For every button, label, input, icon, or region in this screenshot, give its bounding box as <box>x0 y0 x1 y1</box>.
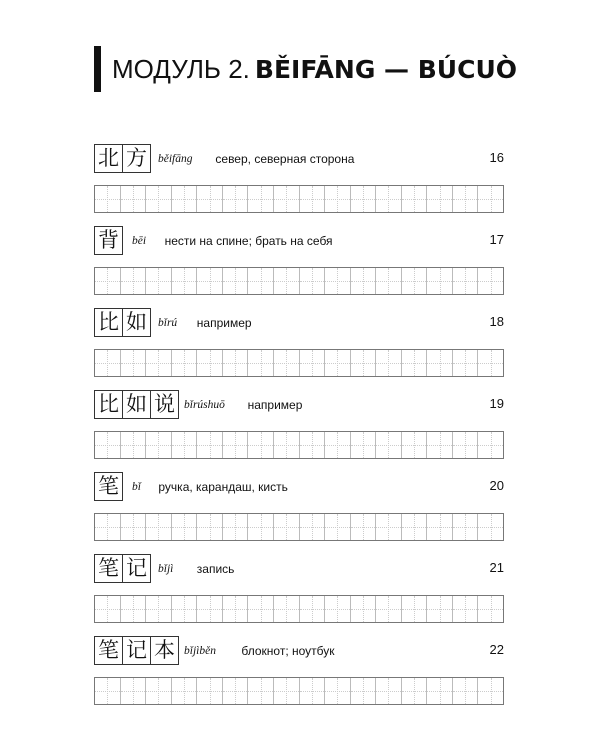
writing-practice-grid <box>94 267 504 295</box>
practice-cell <box>300 596 326 622</box>
practice-cell <box>376 350 402 376</box>
practice-cell <box>478 514 503 540</box>
practice-cell <box>274 432 300 458</box>
practice-cell <box>248 432 274 458</box>
practice-cell <box>351 432 377 458</box>
practice-cell <box>248 596 274 622</box>
writing-practice-grid <box>94 185 504 213</box>
practice-cell <box>223 514 249 540</box>
practice-cell <box>121 596 147 622</box>
practice-cell <box>453 678 479 704</box>
entry-number: 20 <box>489 478 504 493</box>
practice-cell <box>376 268 402 294</box>
practice-cell <box>197 678 223 704</box>
translation: запись <box>196 562 235 576</box>
practice-cell <box>376 514 402 540</box>
practice-cell <box>274 514 300 540</box>
practice-cell <box>325 268 351 294</box>
hanzi-char: 方 <box>122 144 151 173</box>
practice-cell <box>478 596 503 622</box>
practice-cell <box>146 678 172 704</box>
translation: блокнот; ноутбук <box>241 644 335 658</box>
entry-number: 16 <box>489 150 504 165</box>
practice-cell <box>453 432 479 458</box>
practice-cell <box>248 268 274 294</box>
pinyin: bǐ <box>132 481 141 493</box>
practice-cell <box>402 596 428 622</box>
practice-cell <box>402 514 428 540</box>
practice-cell <box>121 186 147 212</box>
vocab-entry <box>94 308 504 368</box>
practice-cell <box>351 514 377 540</box>
practice-cell <box>300 514 326 540</box>
practice-cell <box>402 186 428 212</box>
hanzi-char: 如 <box>122 390 151 419</box>
hanzi-box <box>94 308 150 337</box>
practice-cell <box>402 678 428 704</box>
writing-practice-grid <box>94 431 504 459</box>
practice-cell <box>172 268 198 294</box>
practice-cell <box>325 596 351 622</box>
practice-cell <box>172 514 198 540</box>
practice-cell <box>325 432 351 458</box>
vocab-entry <box>94 226 504 286</box>
practice-cell <box>325 186 351 212</box>
practice-cell <box>351 186 377 212</box>
practice-cell <box>172 432 198 458</box>
practice-cell <box>274 596 300 622</box>
practice-cell <box>453 514 479 540</box>
practice-cell <box>274 350 300 376</box>
practice-cell <box>172 350 198 376</box>
practice-cell <box>325 514 351 540</box>
practice-cell <box>146 186 172 212</box>
practice-cell <box>402 350 428 376</box>
pinyin: bǐjì <box>158 563 174 575</box>
writing-practice-grid <box>94 595 504 623</box>
hanzi-box <box>94 390 178 419</box>
practice-cell <box>121 678 147 704</box>
practice-cell <box>274 186 300 212</box>
translation: например <box>247 398 303 412</box>
practice-cell <box>223 678 249 704</box>
vocab-entry <box>94 636 504 696</box>
writing-practice-grid <box>94 513 504 541</box>
practice-cell <box>121 268 147 294</box>
practice-cell <box>351 350 377 376</box>
practice-cell <box>300 268 326 294</box>
practice-cell <box>121 350 147 376</box>
practice-cell <box>427 350 453 376</box>
practice-cell <box>223 432 249 458</box>
writing-practice-grid <box>94 677 504 705</box>
practice-cell <box>351 268 377 294</box>
practice-cell <box>300 350 326 376</box>
practice-cell <box>376 432 402 458</box>
practice-cell <box>300 678 326 704</box>
practice-cell <box>95 268 121 294</box>
practice-cell <box>351 678 377 704</box>
practice-cell <box>274 268 300 294</box>
practice-cell <box>95 186 121 212</box>
vocab-entry <box>94 144 504 204</box>
practice-cell <box>146 268 172 294</box>
vocab-entry <box>94 554 504 614</box>
hanzi-box <box>94 144 150 173</box>
practice-cell <box>248 350 274 376</box>
translation: нести на спине; брать на себя <box>164 234 333 248</box>
practice-cell <box>248 514 274 540</box>
practice-cell <box>197 350 223 376</box>
hanzi-char: 如 <box>122 308 151 337</box>
hanzi-box <box>94 226 122 255</box>
practice-cell <box>95 678 121 704</box>
practice-cell <box>402 268 428 294</box>
entry-number: 17 <box>489 232 504 247</box>
practice-cell <box>146 432 172 458</box>
practice-cell <box>453 596 479 622</box>
practice-cell <box>427 514 453 540</box>
practice-cell <box>427 186 453 212</box>
pinyin: bēi <box>132 235 147 247</box>
hanzi-char: 笔 <box>94 554 123 583</box>
vocab-entry <box>94 472 504 532</box>
practice-cell <box>427 432 453 458</box>
hanzi-char: 比 <box>94 390 123 419</box>
practice-cell <box>197 268 223 294</box>
practice-cell <box>274 678 300 704</box>
pinyin: bǐrú <box>158 317 178 329</box>
hanzi-char: 说 <box>150 390 179 419</box>
practice-cell <box>402 432 428 458</box>
practice-cell <box>325 350 351 376</box>
practice-cell <box>197 432 223 458</box>
practice-cell <box>248 678 274 704</box>
hanzi-box <box>94 472 122 501</box>
vocab-entry <box>94 390 504 450</box>
translation: например <box>196 316 252 330</box>
practice-cell <box>478 432 503 458</box>
pinyin: bǐrúshuō <box>184 399 225 411</box>
entry-number: 21 <box>489 560 504 575</box>
practice-cell <box>453 350 479 376</box>
practice-cell <box>223 350 249 376</box>
module-label: МОДУЛЬ 2. <box>112 54 250 84</box>
practice-cell <box>427 596 453 622</box>
practice-cell <box>376 678 402 704</box>
practice-cell <box>121 514 147 540</box>
practice-cell <box>172 678 198 704</box>
pinyin: běifāng <box>158 153 193 165</box>
practice-cell <box>95 350 121 376</box>
practice-cell <box>95 596 121 622</box>
page-title <box>112 54 517 85</box>
writing-practice-grid <box>94 349 504 377</box>
practice-cell <box>95 432 121 458</box>
practice-cell <box>427 268 453 294</box>
practice-cell <box>95 514 121 540</box>
practice-cell <box>248 186 274 212</box>
practice-cell <box>453 186 479 212</box>
hanzi-box <box>94 554 150 583</box>
entry-number: 22 <box>489 642 504 657</box>
hanzi-char: 记 <box>122 554 151 583</box>
practice-cell <box>376 186 402 212</box>
practice-cell <box>197 514 223 540</box>
hanzi-char: 比 <box>94 308 123 337</box>
practice-cell <box>223 186 249 212</box>
practice-cell <box>478 186 503 212</box>
practice-cell <box>351 596 377 622</box>
hanzi-box <box>94 636 178 665</box>
practice-cell <box>197 186 223 212</box>
practice-cell <box>146 514 172 540</box>
hanzi-char: 笔 <box>94 636 123 665</box>
practice-cell <box>121 432 147 458</box>
practice-cell <box>172 596 198 622</box>
practice-cell <box>478 350 503 376</box>
hanzi-char: 记 <box>122 636 151 665</box>
practice-cell <box>223 596 249 622</box>
practice-cell <box>478 678 503 704</box>
translation: север, северная сторона <box>215 152 355 166</box>
practice-cell <box>300 432 326 458</box>
hanzi-char: 本 <box>150 636 179 665</box>
hanzi-char: 笔 <box>94 472 123 501</box>
entry-number: 18 <box>489 314 504 329</box>
practice-cell <box>453 268 479 294</box>
practice-cell <box>478 268 503 294</box>
practice-cell <box>146 350 172 376</box>
hanzi-char: 背 <box>94 226 123 255</box>
practice-cell <box>146 596 172 622</box>
translation: ручка, карандаш, кисть <box>158 480 288 494</box>
practice-cell <box>223 268 249 294</box>
header-accent-bar <box>94 46 101 92</box>
practice-cell <box>427 678 453 704</box>
pinyin: bǐjìběn <box>184 645 216 657</box>
practice-cell <box>376 596 402 622</box>
practice-cell <box>300 186 326 212</box>
practice-cell <box>172 186 198 212</box>
entry-number: 19 <box>489 396 504 411</box>
practice-cell <box>197 596 223 622</box>
hanzi-char: 北 <box>94 144 123 173</box>
practice-cell <box>325 678 351 704</box>
module-range: BĚIFĀNG — BÚCUÒ <box>254 55 518 84</box>
